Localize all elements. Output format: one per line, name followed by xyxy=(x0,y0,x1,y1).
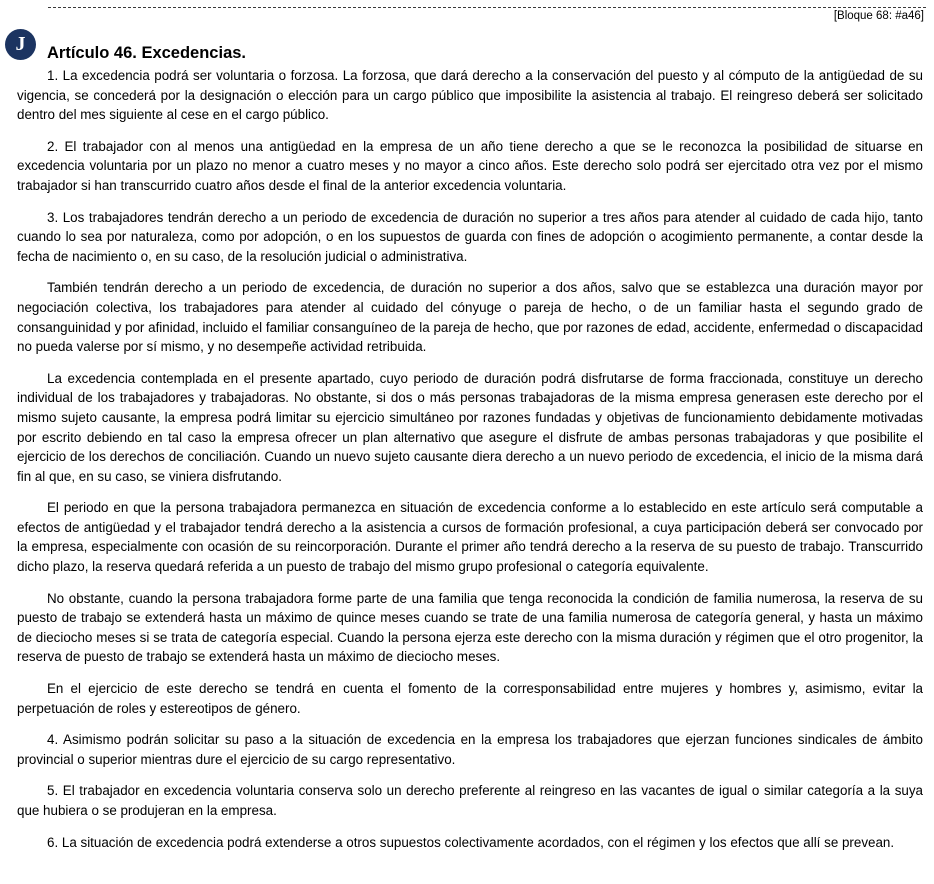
paragraph: En el ejercicio de este derecho se tendrá en cuenta el fomento de la corresponsabilidad entre mujeres y hombres y, asimismo, evitar la perpetuación de roles y estereotipos de género. xyxy=(17,681,923,716)
header-divider xyxy=(48,7,926,8)
paragraph: 3. Los trabajadores tendrán derecho a un periodo de excedencia de duración no superior a tres años para atender al cuidado de cada hijo, tanto cuando lo sea por naturaleza, como por adopción, o en los supuestos de guarda con fines de adopción o acogimiento permanente, a contar desde la fecha de nacimiento o, en su caso, de la resolución judicial o administrativa. xyxy=(17,209,923,264)
block-reference-label: [Bloque 68: #a46] xyxy=(833,10,924,22)
article-heading-row xyxy=(0,28,934,63)
paragraph: También tendrán derecho a un periodo de excedencia, de duración no superior a dos años, salvo que se establezca una duración mayor por negociación colectiva, los trabajadores para atender al cuidado del cónyuge o pareja de hecho, o de un familiar hasta el segundo grado de consanguinidad y por afinidad, incluido el familiar consanguíneo de la pareja de hecho, que por razones de edad, accidente, enfermedad o discapacidad no pueda valerse por sí mismo, y no desempeñe actividad retribuida. xyxy=(17,280,923,355)
page-title: Artículo 46. Excedencias. xyxy=(47,44,247,63)
paragraph: No obstante, cuando la persona trabajadora forme parte de una familia que tenga reconocida la condición de familia numerosa, la reserva de su puesto de trabajo se extenderá hasta un máximo de quince meses cuando se trate de una familia numerosa de categoría general, y hasta un máximo de dieciocho meses si se trata de categoría especial. Cuando la persona ejerza este derecho con la misma duración y régimen que el otro progenitor, la reserva de puesto de trabajo se extenderá hasta un máximo de dieciocho meses. xyxy=(17,590,923,665)
document-header xyxy=(0,0,934,26)
paragraph: El periodo en que la persona trabajadora permanezca en situación de excedencia conforme a lo establecido en este artículo será computable a efectos de antigüedad y el trabajador tendrá derecho a la asistencia a cursos de formación profesional, a cuya participación deberá ser convocado por la empresa, especialmente con ocasión de su reincorporación. Durante el primer año tendrá derecho a la reserva de su puesto de trabajo. Transcurrido dicho plazo, la reserva quedará referida a un puesto de trabajo del mismo grupo profesional o categoría equivalente. xyxy=(17,500,923,575)
paragraph: 6. La situación de excedencia podrá extenderse a otros supuestos colectivamente acordados, con el régimen y los efectos que allí se prevean. xyxy=(47,834,895,850)
paragraph: 5. El trabajador en excedencia voluntaria conserva solo un derecho preferente al reingreso en las vacantes de igual o similar categoría a la suya que hubiera o se produjeran en la empresa. xyxy=(17,783,923,818)
paragraph: 1. La excedencia podrá ser voluntaria o forzosa. La forzosa, que dará derecho a la conservación del puesto y al cómputo de la antigüedad de su vigencia, se concederá por la designación o elección para un cargo público que imposibilite la asistencia al trabajo. El reingreso deberá ser solicitado dentro del mes siguiente al cese en el cargo público. xyxy=(17,68,923,123)
article-body xyxy=(0,58,934,852)
paragraph: 2. El trabajador con al menos una antigüedad en la empresa de un año tiene derecho a que se le reconozca la posibilidad de situarse en excedencia voluntaria por un plazo no menor a cuatro meses y no mayor a cinco años. Este derecho solo podrá ser ejercitado otra vez por el mismo trabajador si han transcurrido cuatro años desde el final de la anterior excedencia voluntaria. xyxy=(17,138,923,193)
paragraph: La excedencia contemplada en el presente apartado, cuyo periodo de duración podrá disfrutarse de forma fraccionada, constituye un derecho individual de los trabajadores y trabajadoras. No obstante, si dos o más personas trabajadoras de la misma empresa generasen este derecho por el mismo sujeto causante, la empresa podrá limitar su ejercicio simultáneo por razones fundadas y objetivas de funcionamiento debidamente motivadas por escrito debiendo en tal caso la empresa ofrecer un plan alternativo que asegure el disfrute de ambas personas trabajadoras y que posibilite el ejercicio de los derechos de conciliación. Cuando un nuevo sujeto causante diera derecho a un nuevo periodo de excedencia, el inicio de la misma dará fin al que, en su caso, se viniera disfrutando. xyxy=(17,370,923,484)
juridical-badge-icon: J xyxy=(5,29,36,60)
paragraph: 4. Asimismo podrán solicitar su paso a la situación de excedencia en la empresa los trabajadores que ejerzan funciones sindicales de ámbito provincial o superior mientras dure el ejercicio de su cargo representativo. xyxy=(17,732,923,767)
